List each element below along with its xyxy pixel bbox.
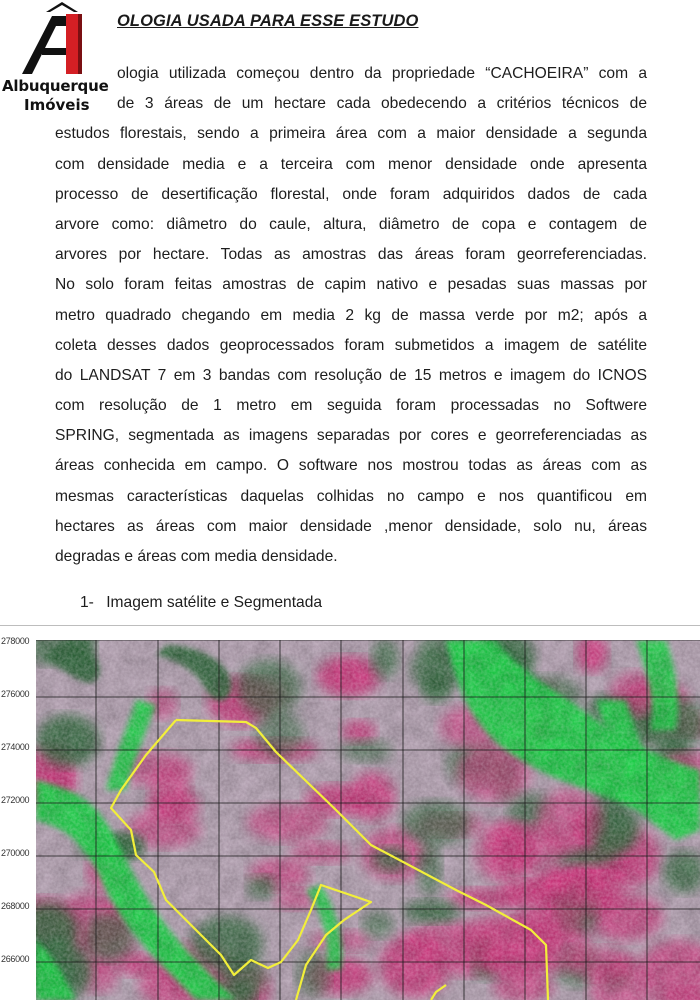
divider (0, 625, 700, 626)
text-line-last: degradas e áreas com media densidade. (55, 548, 338, 565)
text-line: arvores por hectare. Todas as amostras das áreas foram georreferenciadas. (55, 246, 647, 264)
text-line: de 3 áreas de um hectare cada obedecendo a critérios técnicos de (117, 95, 647, 113)
text-line: SPRING, segmentada as imagens separadas por cores e georreferenciadas as (55, 427, 647, 445)
text-line: estudos florestais, sendo a primeira área com a maior densidade a segunda (55, 125, 647, 143)
satellite-image-canvas (36, 640, 700, 1000)
map-y-axis (0, 632, 36, 1000)
text-line: coleta desses dados geoprocessados foram submetidos a imagem de satélite (55, 336, 647, 354)
logo-subtitle: Imóveis (24, 96, 90, 114)
body-paragraph (55, 59, 647, 572)
section-heading: OLOGIA USADA PARA ESSE ESTUDO (117, 12, 419, 30)
y-tick-label: 274000 (1, 742, 30, 752)
text-line: áreas conhecida em campo. O software nos mostrou todas as áreas com as (55, 457, 647, 475)
y-tick-label: 268000 (1, 901, 30, 911)
y-tick-label: 278000 (1, 636, 30, 646)
caption-text: Imagem satélite e Segmentada (106, 594, 323, 611)
y-tick-label: 270000 (1, 848, 30, 858)
text-line: com resolução de 1 metro em seguida foram processadas no Softwere (55, 397, 647, 415)
y-tick-label: 266000 (1, 954, 30, 964)
figure-caption (80, 594, 322, 612)
y-tick-label: 276000 (1, 689, 30, 699)
text-line: mesmas características daquelas colhidas no campo e nos quantificou em (55, 487, 647, 505)
text-line: processo de desertificação florestal, onde foram adquiridos dados de cada (55, 185, 647, 203)
logo-name: Albuquerque (2, 77, 109, 95)
caption-number: 1- (80, 594, 94, 611)
text-line: arvore como: diâmetro do caule, altura, diâmetro de copa e contagem de (55, 215, 647, 233)
satellite-image (36, 640, 700, 1000)
text-line: ologia utilizada começou dentro da propriedade “CACHOEIRA” com a (117, 65, 647, 82)
text-line: hectares as áreas com maior densidade ,menor densidade, solo nu, áreas (55, 517, 647, 535)
text-line: No solo foram feitas amostras de capim nativo e pesadas suas massas por (55, 276, 647, 294)
text-line: com densidade media e a terceira com menor densidade onde apresenta (55, 155, 647, 173)
y-tick-label: 272000 (1, 795, 30, 805)
text-line: do LANDSAT 7 em 3 bandas com resolução de 15 metros e imagem do ICNOS (55, 366, 647, 384)
text-line: metro quadrado chegando em media 2 kg de massa verde por m2; após a (55, 306, 647, 324)
